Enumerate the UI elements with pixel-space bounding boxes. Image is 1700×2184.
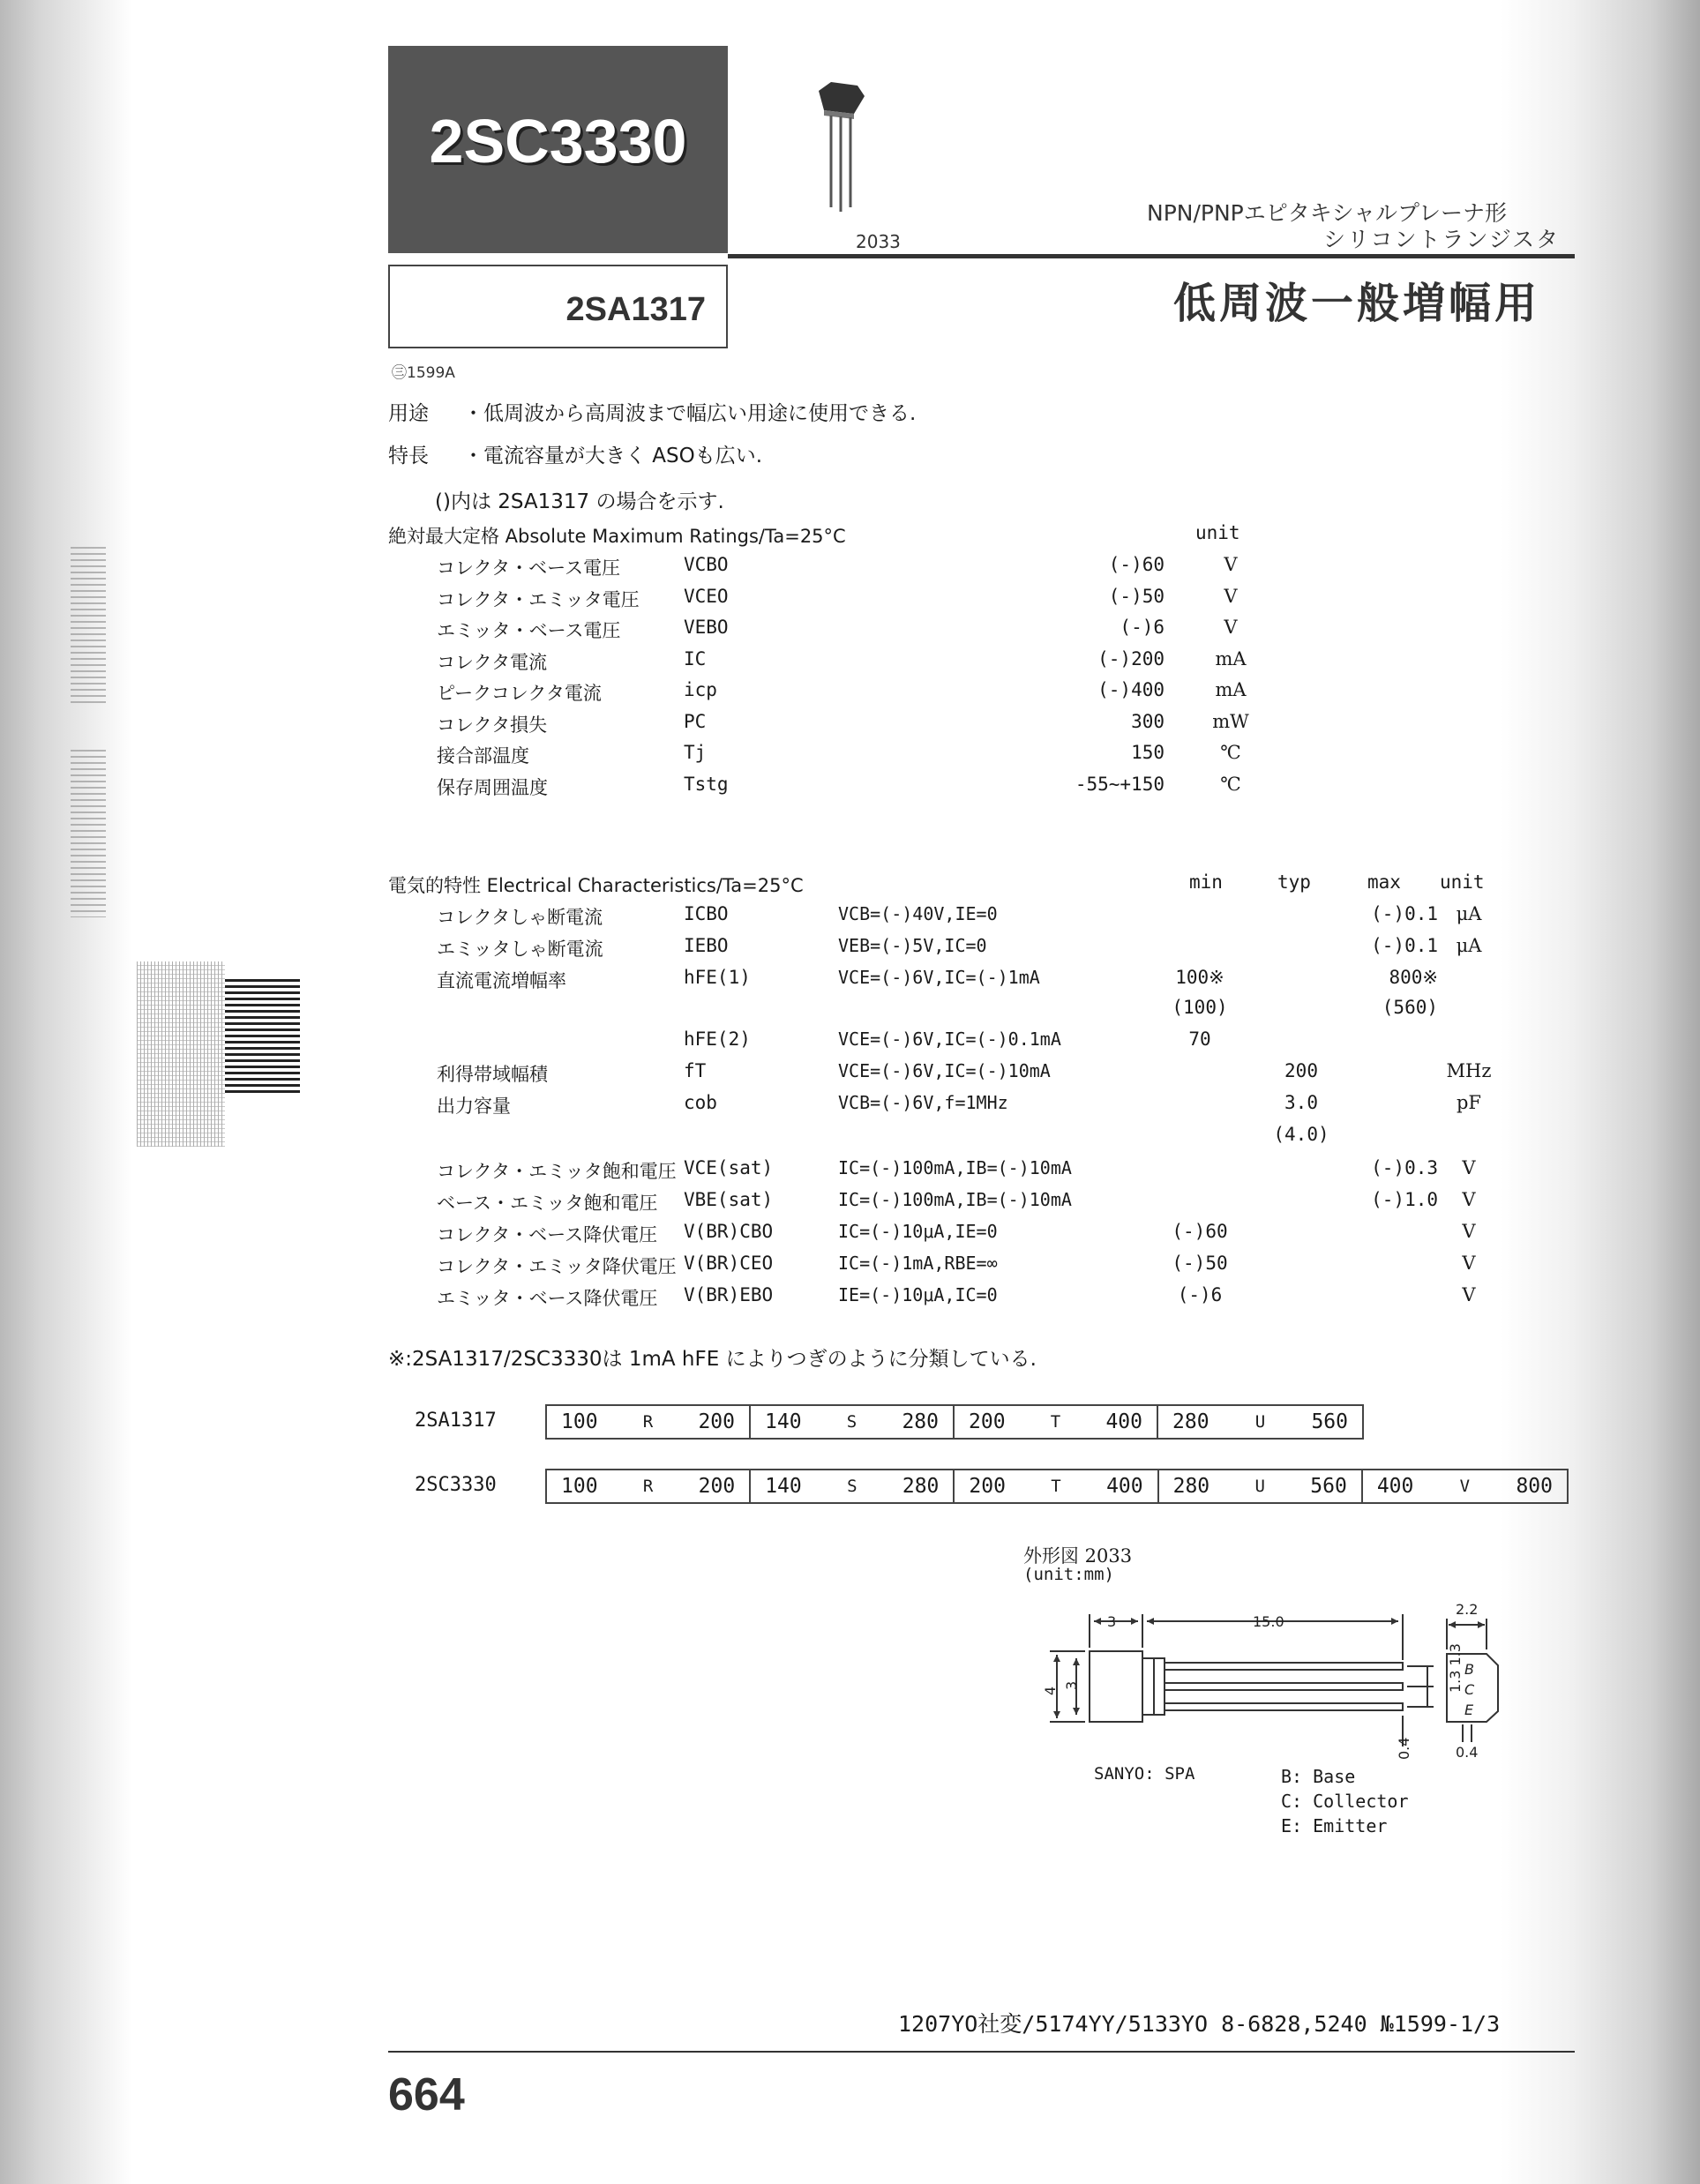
abs-max-unit: V [1224,585,1238,607]
class-cell [955,1470,1158,1502]
class-cell [547,1406,751,1438]
complement-part: 2SA1317 [565,291,706,328]
part-number: 2SC3330 [429,107,687,176]
header-rule [728,254,1575,258]
elec-max: 800※ [1389,967,1438,988]
class-cell [1158,1406,1362,1438]
abs-max-value: 150 [1131,742,1165,763]
class-rank: S [847,1477,857,1496]
class-lo: 140 [765,1410,802,1433]
class-rank: U [1254,1477,1265,1496]
footer-codes: 1207YO社変/5174YY/5133YO 8-6828,5240 №1599-1/3 [898,2011,1501,2037]
class-lo: 100 [561,1475,598,1498]
elec-unit: μA [1456,935,1482,956]
elec-symbol: VBE(sat) [684,1189,774,1210]
outline-unit: (unit:mm) [1023,1565,1114,1584]
elec-name: コレクタ・エミッタ飽和電圧 [437,1161,677,1182]
class-hi: 400 [1106,1475,1143,1498]
elec-min: 70 [1188,1028,1211,1050]
abs-max-symbol: VCEO [684,585,729,607]
elec-max: (-)0.1 [1371,935,1438,956]
dim-1-3: 1.3 1.3 [1447,1643,1464,1693]
elec-condition: VCE=(-)6V,IC=(-)0.1mA [838,1028,1061,1050]
class-cell [1159,1470,1363,1502]
outline-title: 外形図 2033 [1023,1545,1133,1567]
class-hi: 200 [698,1475,736,1498]
abs-max-name: エミッタ・ベース電圧 [437,620,621,641]
abs-max-value: (-)400 [1097,679,1165,700]
device-type-line1: NPN/PNPエピタキシャルプレーナ形 [1147,200,1508,226]
elec-unit: V [1462,1284,1476,1305]
class-part: 2SA1317 [415,1410,497,1432]
elec-title: 電気的特性 Electrical Characteristics/Ta=25°C [388,875,804,896]
elec-typ: 3.0 [1284,1092,1318,1113]
elec-symbol: ICBO [684,903,729,924]
elec-symbol: V(BR)EBO [684,1284,774,1305]
abs-max-name: コレクタ損失 [437,714,548,736]
class-lo: 100 [561,1410,598,1433]
abs-max-value: (-)60 [1108,554,1165,575]
elec-name: ベース・エミッタ飽和電圧 [437,1193,658,1214]
margin-marks [71,750,106,917]
class-lo: 280 [1172,1475,1210,1498]
elec-max: (-)1.0 [1371,1189,1438,1210]
abs-max-name: ピークコレクタ電流 [437,683,602,704]
elec-max: (-)0.3 [1371,1157,1438,1178]
elec-min: (100) [1172,997,1228,1018]
abs-max-name: コレクタ電流 [437,651,548,673]
complement-note: ()内は 2SA1317 の場合を示す. [435,490,724,513]
footer-rule [388,2051,1575,2053]
class-cell [955,1406,1158,1438]
elec-condition: IC=(-)1mA,RBE=∞ [838,1253,998,1274]
pin-label-b: B [1464,1661,1474,1678]
abs-max-value: (-)50 [1108,585,1165,607]
class-rank: S [846,1412,857,1432]
elec-condition: VCE=(-)6V,IC=(-)10mA [838,1060,1051,1081]
elec-unit: V [1462,1221,1476,1242]
abs-max-name: コレクタ・ベース電圧 [437,557,621,579]
abs-max-symbol: VEBO [684,617,729,638]
elec-condition: IC=(-)10μA,IE=0 [838,1221,998,1242]
elec-name: 利得帯域幅積 [437,1064,548,1085]
class-rank: R [642,1412,654,1432]
elec-min: (-)60 [1172,1221,1228,1242]
abs-max-unit: mA [1215,679,1247,700]
elec-symbol: cob [684,1092,717,1113]
elec-name: エミッタしゃ断電流 [437,939,603,960]
dim-4: 4 [1042,1686,1059,1695]
abs-max-unit: mA [1215,647,1247,669]
class-lo: 280 [1172,1410,1209,1433]
elec-condition: IC=(-)100mA,IB=(-)10mA [838,1189,1072,1210]
elec-name: 出力容量 [437,1096,511,1117]
transistor-icon [812,75,873,216]
abs-max-unit: ℃ [1220,742,1241,763]
barcode [225,979,300,1094]
elec-condition: VCB=(-)40V,IE=0 [838,903,998,924]
elec-unit: V [1462,1157,1476,1178]
document-code: ㊂1599A [392,364,455,382]
elec-condition: IC=(-)100mA,IB=(-)10mA [838,1157,1072,1178]
class-row [545,1469,1569,1504]
class-rank: T [1050,1412,1061,1432]
class-lo: 200 [969,1410,1006,1433]
pin-label-e: E [1464,1702,1474,1718]
abs-max-unit: V [1224,554,1238,575]
elec-unit: pF [1456,1092,1481,1113]
elec-symbol: hFE(1) [684,967,751,988]
elec-symbol: IEBO [684,935,729,956]
outline-maker: SANYO: SPA [1094,1764,1195,1784]
elec-symbol: V(BR)CBO [684,1221,774,1242]
class-rank: V [1459,1477,1471,1496]
elec-unit: V [1462,1189,1476,1210]
abs-max-unit: ℃ [1220,773,1241,795]
dim-2-2: 2.2 [1456,1601,1479,1618]
dim-0-4-a: 0.4 [1396,1737,1412,1760]
elec-symbol: V(BR)CEO [684,1253,774,1274]
elec-typ: 200 [1284,1060,1318,1081]
elec-condition: VCB=(-)6V,f=1MHz [838,1092,1008,1113]
class-hi: 200 [698,1410,735,1433]
elec-name: エミッタ・ベース降伏電圧 [437,1288,658,1309]
page-number: 664 [388,2069,465,2120]
elec-name: 直流電流増幅率 [437,970,566,991]
class-hi: 400 [1105,1410,1142,1433]
class-hi: 280 [902,1475,940,1498]
elec-condition: IE=(-)10μA,IC=0 [838,1284,998,1305]
feature-text: ・電流容量が大きく ASOも広い. [463,445,763,467]
elec-col-min: min [1189,871,1223,893]
use-label: 用途 [388,402,429,425]
dim-3-vertical: 3 [1063,1680,1080,1690]
elec-col-max: max [1367,871,1401,893]
elec-name: コレクタ・エミッタ降伏電圧 [437,1256,677,1277]
class-cell [1363,1470,1567,1502]
class-rank: U [1254,1412,1266,1432]
elec-condition: VCE=(-)6V,IC=(-)1mA [838,967,1040,988]
class-hi: 800 [1516,1475,1553,1498]
abs-max-value: (-)6 [1120,617,1165,638]
dim-15: 15.0 [1253,1613,1284,1630]
elec-typ: (4.0) [1273,1124,1329,1145]
use-text: ・低周波から高周波まで幅広い用途に使用できる. [463,402,917,425]
abs-max-unit: mW [1212,710,1249,732]
abs-max-value: (-)200 [1097,647,1165,669]
abs-max-name: 保存周囲温度 [437,776,548,798]
class-hi: 560 [1311,1410,1348,1433]
legend-emitter: E: Emitter [1281,1815,1388,1836]
abs-max-value: -55~+150 [1075,773,1165,795]
device-type-line2: シリコントランジスタ [1323,227,1561,252]
abs-max-unit-header: unit [1195,522,1240,543]
elec-col-unit: unit [1440,871,1485,893]
abs-max-symbol: VCBO [684,554,729,575]
elec-symbol: VCE(sat) [684,1157,774,1178]
legend-collector: C: Collector [1281,1791,1409,1812]
application-category: 低周波一般増幅用 [1173,279,1541,328]
elec-symbol: fT [684,1060,707,1081]
elec-max: (-)0.1 [1371,903,1438,924]
elec-name: コレクタしゃ断電流 [437,907,603,928]
feature-label: 特長 [388,445,429,467]
abs-max-unit: V [1224,617,1238,638]
abs-max-name: コレクタ・エミッタ電圧 [437,588,640,610]
abs-max-title: 絶対最大定格 Absolute Maximum Ratings/Ta=25°C [388,526,846,547]
class-cell [751,1406,955,1438]
barcode-halftone [137,961,225,1147]
dim-3: 3 [1107,1613,1117,1630]
abs-max-symbol: PC [684,710,707,732]
elec-unit: V [1462,1253,1476,1274]
classification-note: ※:2SA1317/2SC3330は 1mA hFE によりつぎのように分類している. [388,1348,1037,1371]
elec-max: (560) [1382,997,1438,1018]
scan-shadow-left [0,0,132,2184]
class-lo: 200 [969,1475,1006,1498]
class-lo: 140 [765,1475,802,1498]
class-cell [751,1470,955,1502]
abs-max-symbol: Tstg [684,773,729,795]
abs-max-symbol: IC [684,647,707,669]
dim-0-4-b: 0.4 [1456,1744,1479,1761]
package-code: 2033 [856,231,901,252]
elec-unit: μA [1456,903,1482,924]
elec-name: コレクタ・ベース降伏電圧 [437,1224,658,1245]
elec-symbol: hFE(2) [684,1028,751,1050]
class-part: 2SC3330 [415,1474,497,1496]
class-lo: 400 [1376,1475,1414,1498]
abs-max-name: 接合部温度 [437,745,529,767]
elec-unit: MHz [1446,1060,1492,1081]
elec-min: 100※ [1175,967,1224,988]
pin-label-c: C [1464,1681,1475,1698]
outline-drawing [1041,1588,1517,1791]
class-rank: T [1051,1477,1061,1496]
class-hi: 560 [1310,1475,1347,1498]
class-rank: R [642,1477,654,1496]
class-row [545,1404,1364,1440]
elec-min: (-)50 [1172,1253,1228,1274]
legend-base: B: Base [1281,1766,1356,1787]
elec-condition: VEB=(-)5V,IC=0 [838,935,987,956]
class-cell [547,1470,751,1502]
elec-col-typ: typ [1277,871,1311,893]
elec-min: (-)6 [1177,1284,1223,1305]
abs-max-symbol: icp [684,679,717,700]
class-hi: 280 [902,1410,939,1433]
margin-marks [71,547,106,706]
abs-max-symbol: Tj [684,742,707,763]
abs-max-value: 300 [1131,710,1165,732]
